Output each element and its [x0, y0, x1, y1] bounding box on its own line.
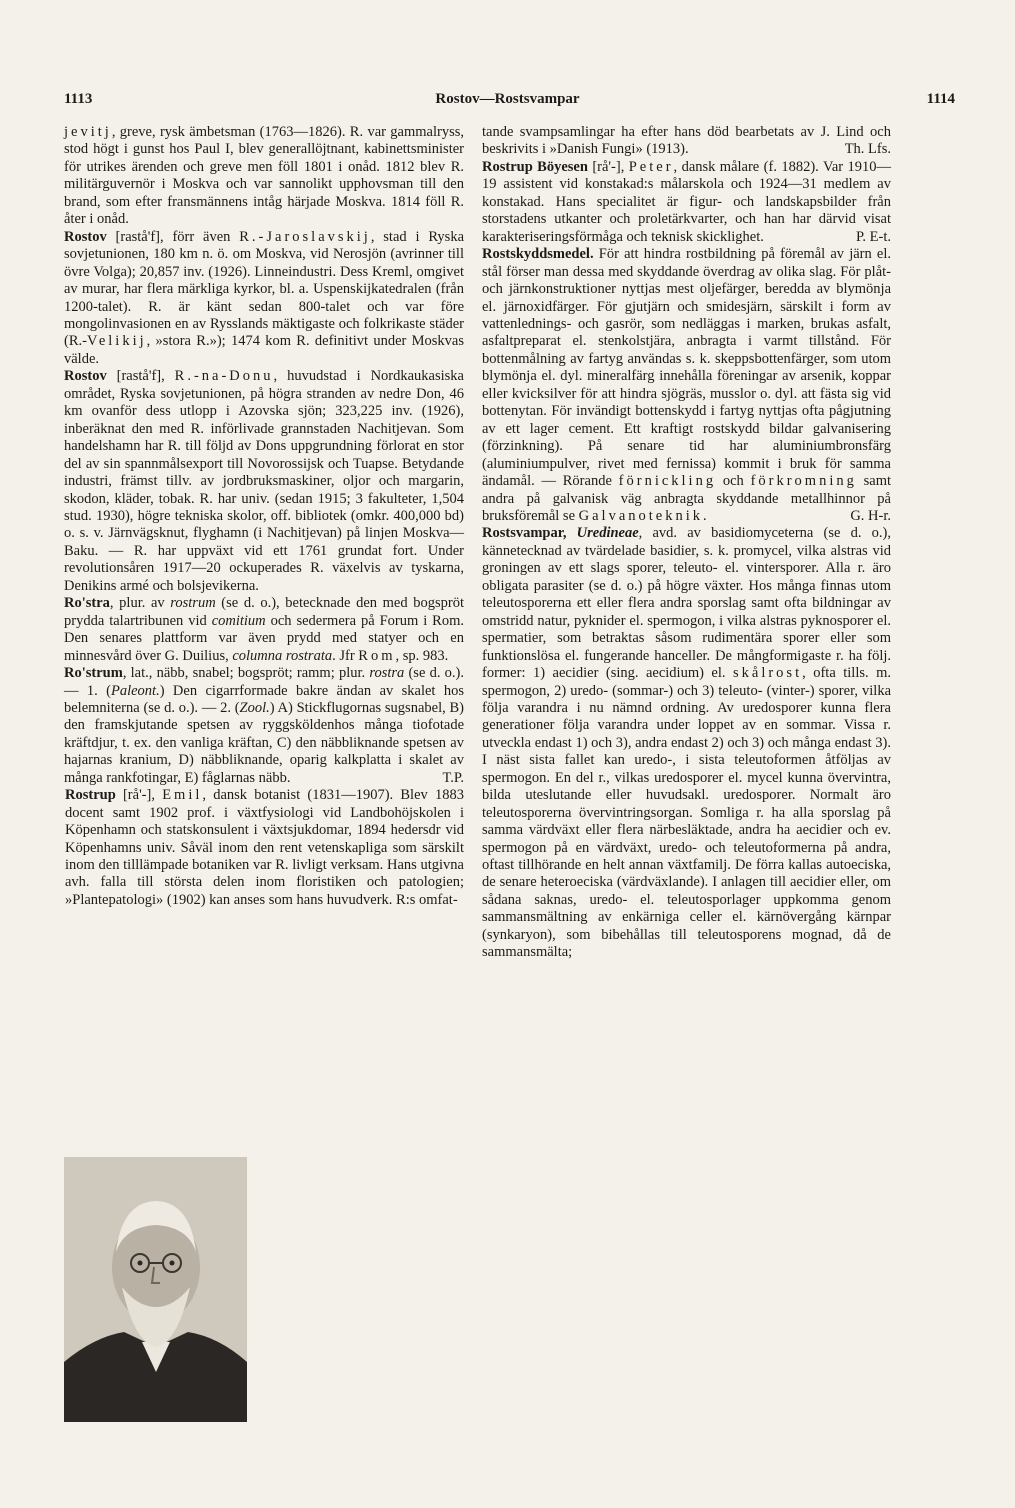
- author-signature: P. E-t.: [855, 228, 891, 245]
- spaced-name: Peter: [628, 158, 674, 175]
- entry-text: (se d. o.). — 1. (: [64, 665, 464, 699]
- entry-text: , dansk botanist (1831—1907). Blev 1883 docent samt 1902 prof. i växtfysiologi vid Landbohöjskolen i Köpenhamn och statskonsulent i växtsjukdomar, 1894 hedersdr vid Köpenhamns univ. Såväl inom den rent vetenskapliga som särskilt inom den tilllämpade botaniken var R. livligt verksam. Hans utgivna avh. falla till största delen inom floristiken och patologien; »Plantepatologi» (1902) kan anses som hans huvudverk. R:s omfat-: [65, 787, 464, 908]
- entry-rostrup-boyesen: [482, 159, 891, 246]
- entry-text: (se d. o.), betecknade den med bogspröt prydda talartribunen vid: [64, 595, 464, 629]
- headword: Rostrup: [65, 787, 116, 804]
- entry-rostrup-emil-continued: [482, 124, 891, 159]
- entry-text: och: [716, 473, 751, 490]
- entry-text: ) A) Stickflugornas sugsnabel, B) den framskjutande spetsen av ryggsköldenhos många tiofotade kräftdjur, t. ex. den vanliga kräftan, C) den näbbliknande spetsen av hajarnas kranium, D) näbbliknande, oparig kalkplatta i skalet av många rankfotingar, E) fåglarnas näbb.: [64, 699, 464, 786]
- entry-rostoptjin-continued: [64, 124, 464, 229]
- entry-rostra: [64, 595, 464, 665]
- entry-text: tande svampsamlingar ha efter hans död bearbetats av J. Lind och beskrivits i »Danish Fungi» (1913).: [482, 124, 891, 158]
- spaced-name: R.-na-Donu: [174, 368, 274, 385]
- portrait-image: [64, 1157, 247, 1422]
- headword: Rostov: [64, 228, 107, 245]
- headword: Rostsvampar,: [482, 525, 577, 542]
- entry-text: samt andra på galvanisk väg anbragta skyddande metallhinnor på bruksföremål se: [482, 473, 892, 524]
- entry-text: , avd. av basidiomyceterna (se d. o.), kännetecknad av tvärdelade basidier, s. k. promycel, vilka alstras vid groningen av ett slags sporer, teleuto- el. vintersporer. Alla r. äro obligata parasiter (se d. o.) på högre växter. Hos många finnas utom teleutosporerna ett eller flera andra sporslag samt ofta bildningar av omstridd natur, pyknider el. spermogon, i vilka alstras pyknosporer el. spermatier, som betraktas såsom rudimentära sporer eller som funktionslösa el. fungerande hanceller. De mångformigaste r. ha följ. former: 1) aecidier (sing. aecidium) el.: [482, 525, 891, 682]
- spaced-term: skålrost: [733, 665, 803, 682]
- cross-reference: Rom: [358, 647, 396, 664]
- entry-rostrup-emil: [64, 787, 464, 909]
- page-number-right: 1114: [926, 91, 955, 107]
- cross-reference: förkromning: [750, 473, 857, 490]
- entry-rostskyddsmedel: [482, 246, 891, 525]
- entry-text: ) Den cigarrformade bakre ändan av skalet hos belemniterna (se d. o.). — 2. (: [64, 682, 464, 716]
- headword: Rostskyddsmedel.: [482, 246, 594, 263]
- author-signature: Th. Lfs.: [844, 141, 891, 158]
- entry-rostov-jaroslavskij: [64, 229, 464, 369]
- spaced-name: Emil: [162, 787, 203, 804]
- entry-text: [rastå'f], förr även: [106, 228, 240, 245]
- entry-text: , »stora R.»); 1474 kom R. definitivt under Moskvas välde.: [64, 333, 464, 367]
- entry-text: , greve, rysk ämbetsman (1763—1826). R. var gammalryss, stod högt i gunst hos Paul I, blev generallöjtnant, kabinettsminister för utrikes ärenden och greve men föll 1801 i onåd. 1812 blev R. militärguvernör i Moskva och var sannolikt upphovsman till den brand, som efter fransmännens intåg härjade Moskva. 1814 föll R. åter i onåd.: [64, 124, 464, 228]
- entry-text: . Jfr: [332, 647, 359, 664]
- italic-term: comitium: [211, 612, 266, 629]
- author-signature: G. H-r.: [850, 507, 891, 524]
- italic-term: columna rostrata: [232, 647, 333, 664]
- portrait-photo: [64, 1157, 247, 1422]
- spaced-name: R.-Jaroslavskij: [239, 228, 371, 245]
- entry-rostsvampar: [482, 525, 891, 961]
- entry-text: För att hindra rostbildning på föremål av järn el. stål förser man dessa med skyddande överdrag av olika slag. För plåt- och järnkonstruktioner nyttjas mest oljefärger, beredda av blymönja el. järnoxidfärger. För gjutjärn och smidesjärn, särskilt i form av vattenlednings- och gasrör, som nedläggas i marken, brukas asfalt, asfaltpreparat el. stenkolstjära, anbragta i varmt tillstånd. För bottenmålning av fartyg användas s. k. skeppsbottenfärger, som utom blymönja el. dyl. mineralfärg innehålla föreningar av arsenik, koppar eller kvicksilver för att hindra sjögräs, musslor o. dyl. att fästa sig vid bottenytan. För invändigt bottenskydd i fartyg nyttjas ofta pågjutning av ett lager cement. Ett kraftigt rostskydd bildar galvanisering (förzinkning). På senare tid har aluminiumbronsfärg (aluminiumpulver, rivet med fernissa) kommit i bruk för samma ändamål. — Rörande: [482, 246, 891, 490]
- right-column: [482, 124, 891, 962]
- entry-text: , ofta tills. m. spermogon, 2) uredo- (sommar-) och 3) teleuto- (vinter-) sporer, vilka följa varandra i nu nämnd ordning. Av uredosporer kunna flera generationer följa varandra under loppet av en sommar. Vissa r. utveckla endast 1) och 3), andra endast 2) och 3) och många endast 3). I näst sista fallet kan uredo-, i sista teleutoformen åtföljas av spermogon. En del r., vilkas uredosporer el. mycel kunna övervintra, bilda uteslutande eller huvudsakl. uredosporer. Normalt äro teleutosporerna övervintringsorgan. Somliga r. ha alla sporslag på samma värdväxt eller flera närbesläktade, andra ha aecidier och ev. spermogon på en värdväxt, uredo- och teleutoformerna på andra, oftast tillhörande en helt annan växtfamilj. De förra kallas autoeciska, de senare heteroeciska (värdväxlande). I anlagen till aecidier eller, om sådana saknas, uredo- el. teleutosporlager uppkomma genom sammansmältning av enkärniga celler el. kärnövergång kärnpar (synkaryon), som bibehållas till teleutosporens mognad, då de sammansmälta;: [482, 665, 891, 961]
- italic-term: rostrum: [170, 595, 216, 612]
- spaced-name: Velikij: [86, 333, 147, 350]
- entry-text: [rå'-],: [587, 158, 629, 175]
- entry-text: [rastå'f],: [106, 368, 175, 385]
- entry-text: , sp. 983.: [395, 647, 449, 664]
- italic-term: rostra: [369, 665, 405, 682]
- entry-text: , lat., näbb, snabel; bogspröt; ramm; plur.: [122, 665, 370, 682]
- entry-text: , dansk målare (f. 1882). Var 1910—19 assistent vid konstakad:s målarskola och 1924—31 medlem av konstakad. Hans specialitet är figur- och landskapsbilder från storstadens utkanter och proletärkvarter, och han har därvid visat karakteriseringsförmåga och teknisk skicklighet.: [482, 158, 891, 245]
- page-number-left: 1113: [64, 91, 93, 107]
- entry-text: [rå'-],: [115, 787, 163, 804]
- running-title: Rostov—Rostsvampar: [435, 91, 580, 107]
- italic-term: Zool.: [239, 699, 270, 716]
- entry-text: .: [703, 507, 707, 524]
- entry-text: , stad i Ryska sovjetunionen, 180 km n. ö. om Moskva, vid Nerosjön (avrinner till övre Volga); 20,857 inv. (1926). Linneindustri. Dess Kreml, omgivet av murar, har flera märkliga kyrkor, bl. a. Uspenskijkatedralen (från 1200-talet). R. är känt sedan 800-talet och var före mongolinvasionen en av Rysslands mäktigaste och folkrikaste städer (R.-: [64, 228, 464, 350]
- entry-text: , plur. av: [109, 595, 171, 612]
- headword: Rostrup Böyesen: [482, 158, 588, 175]
- name-fragment: jevitj: [64, 124, 112, 140]
- headword: Ro'strum: [64, 665, 123, 682]
- cross-reference: Galvanoteknik: [578, 507, 704, 524]
- entry-rostrum: [64, 665, 464, 787]
- author-signature: T.P.: [442, 769, 464, 786]
- entry-rostov-na-donu: [64, 368, 464, 595]
- headword: Rostov: [64, 368, 107, 385]
- cross-reference: förnickling: [618, 473, 717, 490]
- headword-latin: Uredineae: [576, 525, 639, 542]
- headword: Ro'stra: [64, 595, 110, 612]
- italic-term: Paleont.: [110, 682, 160, 699]
- entry-text: , huvudstad i Nordkaukasiska området, Ryska sovjetunionen, på högra stranden av nedre Don, 46 km ovanför dess utlopp i Azovska sjön; 323,225 inv. (1926), inberäknat den med R. införlivade grannstaden Nachitjevan. Som handelshamn har R. till följd av Dons uppgrundning förlorat en stor del av sin spannmålsexport till Novorossijsk och Tuapse. Betydande industri, främst tillv. av jordbruksmaskiner, oljor och margarin, skodon, kläder, tobak. R. har univ. (sedan 1915; 3 fakulteter, 1,504 stud. 1930), högre tekniska skolor, off. bibliotek (omkr. 400,000 bd) o. s. v. Järnvägsknut, flyghamn (i Nachitjevan) på linjen Moskva—Baku. — R. har uppväxt vid ett 1761 grundat fort. Under revolutionsåren 1917—20 ockuperades R. växelvis av tyskarna, Denikins armé och bolsjevikerna.: [64, 368, 464, 594]
- entry-text: och sedermera på Forum i Rom. Den senares plattform var även prydd med statyer och en minnesvård över G. Duilius,: [64, 612, 464, 664]
